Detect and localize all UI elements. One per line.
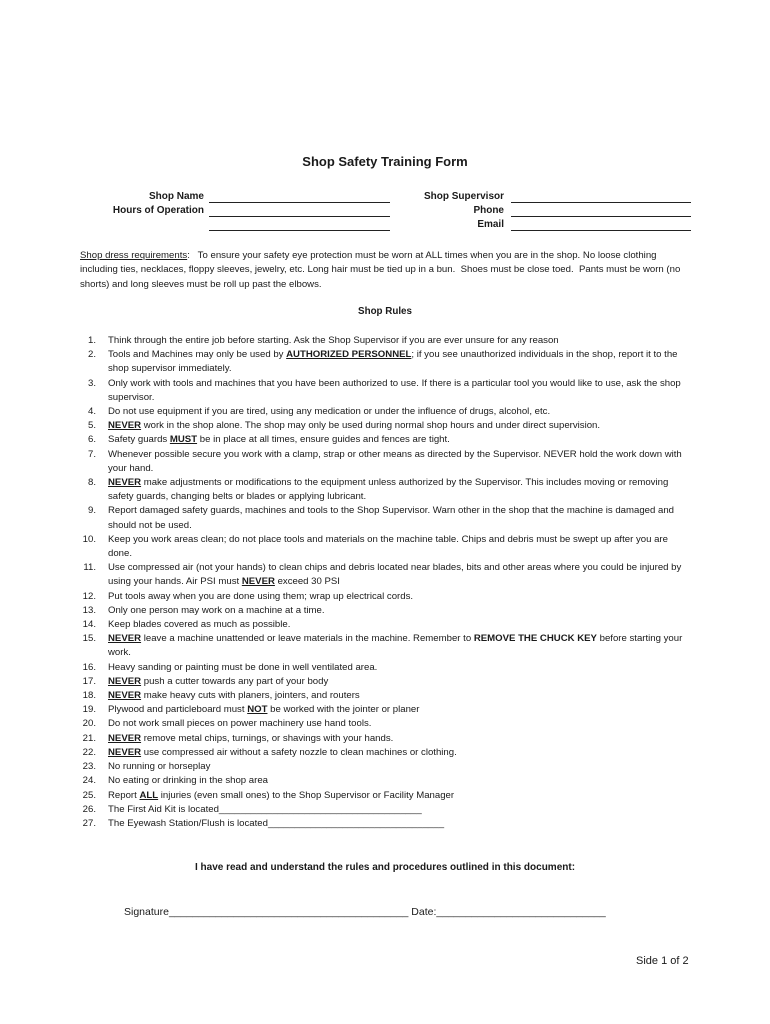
rule-text: No eating or drinking in the shop area xyxy=(108,775,268,787)
rule-item xyxy=(80,504,694,532)
rule-text: Whenever possible secure you work with a clamp, strap or other means as directed by the Supervisor. NEVER hold the work down with your hand. xyxy=(108,448,682,474)
rule-item xyxy=(80,377,694,405)
rule-item xyxy=(80,703,694,717)
rule-number: 26. xyxy=(82,803,96,815)
rule-text: leave a machine unattended or leave materials in the machine. Remember to xyxy=(141,633,474,645)
rule-text: exceed 30 PSI xyxy=(274,576,340,588)
rule-text: Tools and Machines may only be used by xyxy=(108,349,287,361)
rules-heading: Shop Rules xyxy=(358,306,412,317)
rule-item xyxy=(80,789,694,803)
rule-text: make heavy cuts with planers, jointers, and routers xyxy=(141,690,360,702)
rule-number: 15. xyxy=(82,633,96,645)
rule-text: Report damaged safety guards, machines and tools to the Shop Supervisor. Warn other in the shop that the machine is damaged and should not be used. xyxy=(108,505,675,531)
phone-input-line[interactable] xyxy=(511,205,691,217)
rule-number: 11. xyxy=(83,562,96,574)
rule-number: 20. xyxy=(82,718,96,730)
rule-emphasis: MUST xyxy=(169,434,198,446)
rule-number: 1. xyxy=(87,335,96,346)
rule-item xyxy=(80,618,694,632)
rule-emphasis: NOT xyxy=(247,704,268,716)
rule-number: 2. xyxy=(87,349,96,361)
rule-number: 10. xyxy=(82,533,96,545)
rule-emphasis: NEVER xyxy=(241,576,275,588)
rule-emphasis: NEVER xyxy=(108,732,142,744)
rule-item xyxy=(80,476,694,504)
rule-number: 17. xyxy=(82,675,96,687)
field-label: Phone xyxy=(473,205,504,216)
dress-requirements-text: To ensure your safety eye protection must be worn at ALL times when you are in the shop. No loose clothing including ties, necklaces, floppy sleeves, jewelry, etc. Long hair must be tied up in a bun. Shoes must be close toed. Pants must be worn (no shorts) and long sleeves must be roll up past the elbows. xyxy=(80,250,683,290)
rule-text: be worked with the jointer or planer xyxy=(267,704,420,716)
rule-text: Plywood and particleboard must xyxy=(108,704,248,716)
rule-text: push a cutter towards any part of your body xyxy=(141,675,329,687)
rule-text: ; if you see unauthorized individuals in the shop, report it to the shop supervisor immediately. xyxy=(108,349,678,375)
page-title: Shop Safety Training Form xyxy=(302,154,468,169)
rule-number: 13. xyxy=(82,604,96,616)
rule-number: 23. xyxy=(82,761,96,773)
field-email xyxy=(0,219,700,233)
rule-emphasis: ALL xyxy=(139,789,159,801)
rule-text: remove metal chips, turnings, or shavings with your hands. xyxy=(141,732,394,744)
rule-item xyxy=(80,760,694,774)
rule-item xyxy=(80,746,694,760)
dress-colon: : xyxy=(187,250,190,261)
dress-requirements-label: Shop dress requirements xyxy=(80,250,188,261)
rule-text: Keep blades covered as much as possible. xyxy=(108,619,291,631)
rule-text: Do not work small pieces on power machinery use hand tools. xyxy=(108,718,372,730)
rule-text: Report xyxy=(108,789,140,801)
rule-text: work in the shop alone. The shop may only be used during normal shop hours and under direct supervision. xyxy=(141,420,601,432)
email-input-line[interactable] xyxy=(511,219,691,231)
rule-text: before starting your work. xyxy=(108,633,683,659)
rule-item xyxy=(80,717,694,731)
rule-item xyxy=(80,604,694,618)
rule-item xyxy=(80,561,694,589)
rule-item xyxy=(80,448,694,476)
rule-text: use compressed air without a safety nozzle to clean machines or clothing. xyxy=(141,746,457,758)
rule-text: The Eyewash Station/Flush is located_________________________________ xyxy=(108,817,445,829)
rule-item xyxy=(80,732,694,746)
rule-text: injuries (even small ones) to the Shop Supervisor or Facility Manager xyxy=(158,789,455,801)
rule-text: Heavy sanding or painting must be done in well ventilated area. xyxy=(108,661,378,673)
rule-emphasis: NEVER xyxy=(108,633,142,645)
rule-number: 18. xyxy=(82,690,96,702)
rule-text: Use compressed air (not your hands) to clean chips and debris located near blades, bits and other areas where you could be injured by using your hands. Air PSI must xyxy=(108,562,682,588)
rule-item xyxy=(80,533,694,561)
rule-number: 16. xyxy=(82,661,96,673)
rule-item xyxy=(80,433,694,447)
rule-number: 6. xyxy=(87,434,96,446)
signature-date-line[interactable]: Signature_________________________________________ Date:_____________________________ xyxy=(124,906,606,918)
rule-item xyxy=(80,348,694,376)
page-number: Side 1 of 2 xyxy=(636,955,689,967)
rule-item xyxy=(80,405,694,419)
rule-number: 27. xyxy=(82,817,96,829)
rule-number: 3. xyxy=(87,377,96,389)
rule-text: The First Aid Kit is located______________________________________ xyxy=(108,803,422,815)
rule-text: Put tools away when you are done using them; wrap up electrical cords. xyxy=(108,590,414,602)
rule-number: 14. xyxy=(82,619,96,631)
rule-item xyxy=(80,661,694,675)
rule-number: 7. xyxy=(87,448,96,460)
rule-number: 9. xyxy=(87,505,96,517)
rule-number: 8. xyxy=(87,477,96,489)
rule-text: be in place at all times, ensure guides and fences are tight. xyxy=(197,434,450,446)
rule-text: make adjustments or modifications to the equipment unless authorized by the Supervisor. This includes moving or removing safety guards, changing belts or blades or applying lubricant. xyxy=(108,477,669,503)
rule-number: 25. xyxy=(82,789,96,801)
supervisor-input-line[interactable] xyxy=(511,191,691,203)
field-label: Shop Name xyxy=(148,191,204,202)
rule-number: 21. xyxy=(82,732,96,744)
rule-text: Think through the entire job before starting. Ask the Shop Supervisor if you are ever unsure for any reason xyxy=(108,335,559,346)
rule-text: Keep you work areas clean; do not place tools and materials on the machine table. Chips and debris must be swept up after you are done. xyxy=(108,533,668,560)
rule-number: 5. xyxy=(87,420,96,432)
dress-requirements xyxy=(80,249,692,292)
rule-text: Only one person may work on a machine at a time. xyxy=(108,604,325,616)
rule-number: 12. xyxy=(82,590,96,602)
rule-number: 4. xyxy=(87,406,96,418)
rule-text: Only work with tools and machines that you have been authorized to use. If there is a particular tool you would like to use, ask the shop supervisor. xyxy=(108,377,681,403)
rule-emphasis: NEVER xyxy=(108,746,142,758)
rule-number: 22. xyxy=(82,746,96,758)
field-label: Email xyxy=(477,219,504,230)
rule-item xyxy=(80,419,694,433)
rule-emphasis: NEVER xyxy=(108,420,142,432)
rule-item xyxy=(80,590,694,604)
rule-item xyxy=(80,774,694,788)
rule-item xyxy=(80,675,694,689)
field-label: Shop Supervisor xyxy=(423,191,504,202)
rule-emphasis: NEVER xyxy=(108,690,142,702)
field-shop-supervisor xyxy=(0,191,700,205)
rule-item xyxy=(80,817,694,831)
rule-text: No running or horseplay xyxy=(108,761,211,773)
rule-emphasis: AUTHORIZED PERSONNEL xyxy=(286,349,412,361)
rule-text: Safety guards xyxy=(108,434,170,446)
rule-number: 19. xyxy=(82,704,96,716)
acknowledgement-statement: I have read and understand the rules and procedures outlined in this document: xyxy=(194,862,576,873)
field-phone xyxy=(0,205,700,219)
rule-text: Do not use equipment if you are tired, using any medication or under the influence of drugs, alcohol, etc. xyxy=(108,406,551,418)
rules-list xyxy=(80,334,694,831)
rule-item xyxy=(80,803,694,817)
rule-item xyxy=(80,334,694,348)
rule-emphasis: REMOVE THE CHUCK KEY xyxy=(473,633,597,645)
rule-emphasis: NEVER xyxy=(108,477,142,489)
rule-number: 24. xyxy=(82,775,96,787)
field-label: Hours of Operation xyxy=(112,205,204,216)
rule-item xyxy=(80,632,694,660)
rule-item xyxy=(80,689,694,703)
rule-emphasis: NEVER xyxy=(108,675,142,687)
